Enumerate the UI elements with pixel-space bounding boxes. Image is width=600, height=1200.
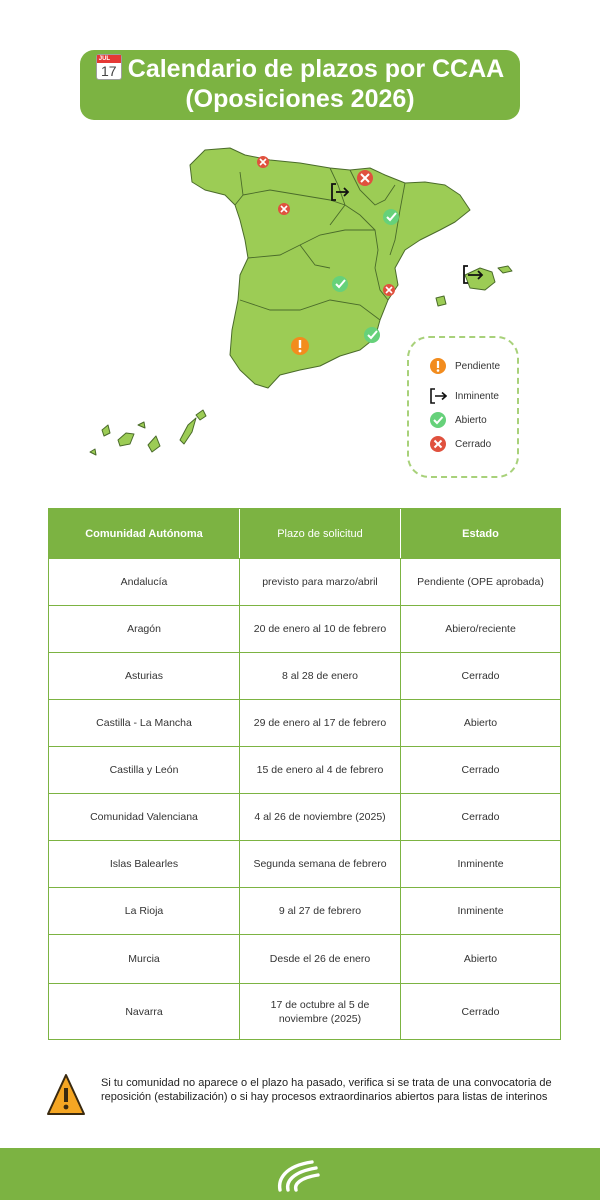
legend-label-imminent: Inminente bbox=[455, 390, 499, 402]
cell-period: 15 de enero al 4 de febrero bbox=[240, 747, 401, 793]
cell-period: 17 de octubre al 5 de noviembre (2025) bbox=[240, 984, 401, 1039]
marker-andalucia-exclamation-icon bbox=[291, 337, 309, 355]
marker-clm-check-icon bbox=[332, 276, 348, 292]
warning-note bbox=[46, 1072, 566, 1120]
menorca-shape bbox=[498, 266, 512, 273]
page-subtitle: (Oposiciones 2026) bbox=[185, 85, 415, 113]
cell-period: Desde el 26 de enero bbox=[240, 935, 401, 983]
cell-community: Andalucía bbox=[49, 559, 240, 605]
table-row bbox=[49, 605, 560, 652]
cell-status: Cerrado bbox=[461, 670, 500, 682]
legend-item-closed bbox=[429, 434, 491, 454]
cell-community: Murcia bbox=[49, 935, 240, 983]
table-row bbox=[49, 699, 560, 746]
warning-icon bbox=[46, 1072, 86, 1118]
cell-community: Comunidad Valenciana bbox=[49, 794, 240, 840]
table-row bbox=[49, 793, 560, 840]
arrow-exit-icon bbox=[429, 387, 447, 405]
cell-period: Segunda semana de febrero bbox=[240, 841, 401, 887]
legend-label-closed: Cerrado bbox=[455, 438, 492, 450]
column-header-period: Plazo de solicitud bbox=[240, 509, 401, 558]
mallorca-shape bbox=[465, 268, 495, 290]
cell-status: Abierto bbox=[463, 953, 498, 965]
cell-community: Castilla - La Mancha bbox=[49, 700, 240, 746]
check-icon bbox=[429, 411, 447, 429]
canary-4-shape bbox=[148, 436, 160, 452]
page-title: Calendario de plazos por CCAA bbox=[127, 55, 505, 83]
cell-status: Cerrado bbox=[461, 1005, 500, 1018]
canary-5-shape bbox=[180, 418, 196, 444]
cell-status: Inminente bbox=[457, 858, 504, 870]
legend-label-open: Abierto bbox=[455, 414, 487, 426]
marker-aragon-check-icon bbox=[383, 209, 399, 225]
marker-asturias-cross-icon bbox=[257, 156, 269, 168]
title-line-1 bbox=[96, 54, 504, 84]
map-legend bbox=[407, 336, 519, 478]
legend-label-pending: Pendiente bbox=[455, 360, 501, 372]
cell-status: Inminente bbox=[457, 905, 504, 917]
title-box bbox=[80, 50, 520, 120]
table-row bbox=[49, 887, 560, 934]
legend-item-open bbox=[429, 410, 487, 430]
brand-logo-icon bbox=[274, 1156, 320, 1194]
cell-community: Islas Balearles bbox=[49, 841, 240, 887]
table-row bbox=[49, 983, 560, 1039]
canary-2-shape bbox=[102, 425, 110, 436]
canary-6-shape bbox=[196, 410, 206, 420]
title-banner bbox=[0, 50, 600, 120]
legend-item-pending bbox=[429, 356, 500, 376]
cell-status: Pendiente (OPE aprobada) bbox=[417, 576, 544, 588]
exclamation-icon bbox=[429, 357, 447, 375]
table-row bbox=[49, 652, 560, 699]
table-header-row bbox=[49, 509, 560, 558]
column-header-status: Estado bbox=[462, 527, 499, 540]
cell-status: Abierto bbox=[463, 717, 498, 729]
canary-3-shape bbox=[118, 433, 134, 446]
table-row bbox=[49, 840, 560, 887]
cell-community: Navarra bbox=[49, 984, 240, 1039]
cell-status: Abiero/reciente bbox=[445, 623, 516, 635]
cell-status: Cerrado bbox=[461, 811, 500, 823]
canary-1-shape bbox=[90, 449, 96, 455]
footer-bar bbox=[0, 1148, 600, 1200]
cell-period: 29 de enero al 17 de febrero bbox=[240, 700, 401, 746]
table-row bbox=[49, 746, 560, 793]
calendar-icon-month: JUL bbox=[97, 55, 121, 63]
marker-valencia-cross-icon bbox=[383, 284, 395, 296]
marker-castilla-leon-cross-icon bbox=[278, 203, 290, 215]
cell-period: 4 al 26 de noviembre (2025) bbox=[240, 794, 401, 840]
cell-period: 20 de enero al 10 de febrero bbox=[240, 606, 401, 652]
column-header-community: Comunidad Autónoma bbox=[49, 509, 240, 558]
cell-status: Cerrado bbox=[461, 764, 500, 776]
cross-icon bbox=[429, 435, 447, 453]
legend-item-imminent bbox=[429, 386, 499, 406]
warning-text: Si tu comunidad no aparece o el plazo ha pasado, verifica si se trata de una convocatoria de reposición (estabilización) o si hay procesos extraordinarios abiertos para listas de interinos bbox=[101, 1077, 552, 1103]
deadlines-table bbox=[48, 508, 561, 1040]
cell-community: La Rioja bbox=[49, 888, 240, 934]
cell-community: Aragón bbox=[49, 606, 240, 652]
table-row bbox=[49, 558, 560, 605]
calendar-icon-day: 17 bbox=[100, 63, 117, 79]
cell-period: previsto para marzo/abril bbox=[240, 559, 401, 605]
marker-murcia-check-icon bbox=[364, 327, 380, 343]
canary-7-shape bbox=[138, 422, 145, 428]
cell-community: Castilla y León bbox=[49, 747, 240, 793]
ibiza-shape bbox=[436, 296, 446, 306]
calendar-icon bbox=[96, 54, 122, 80]
cell-period: 9 al 27 de febrero bbox=[240, 888, 401, 934]
marker-navarra-cross-icon bbox=[357, 170, 373, 186]
table-row bbox=[49, 934, 560, 983]
cell-period: 8 al 28 de enero bbox=[240, 653, 401, 699]
cell-community: Asturias bbox=[49, 653, 240, 699]
